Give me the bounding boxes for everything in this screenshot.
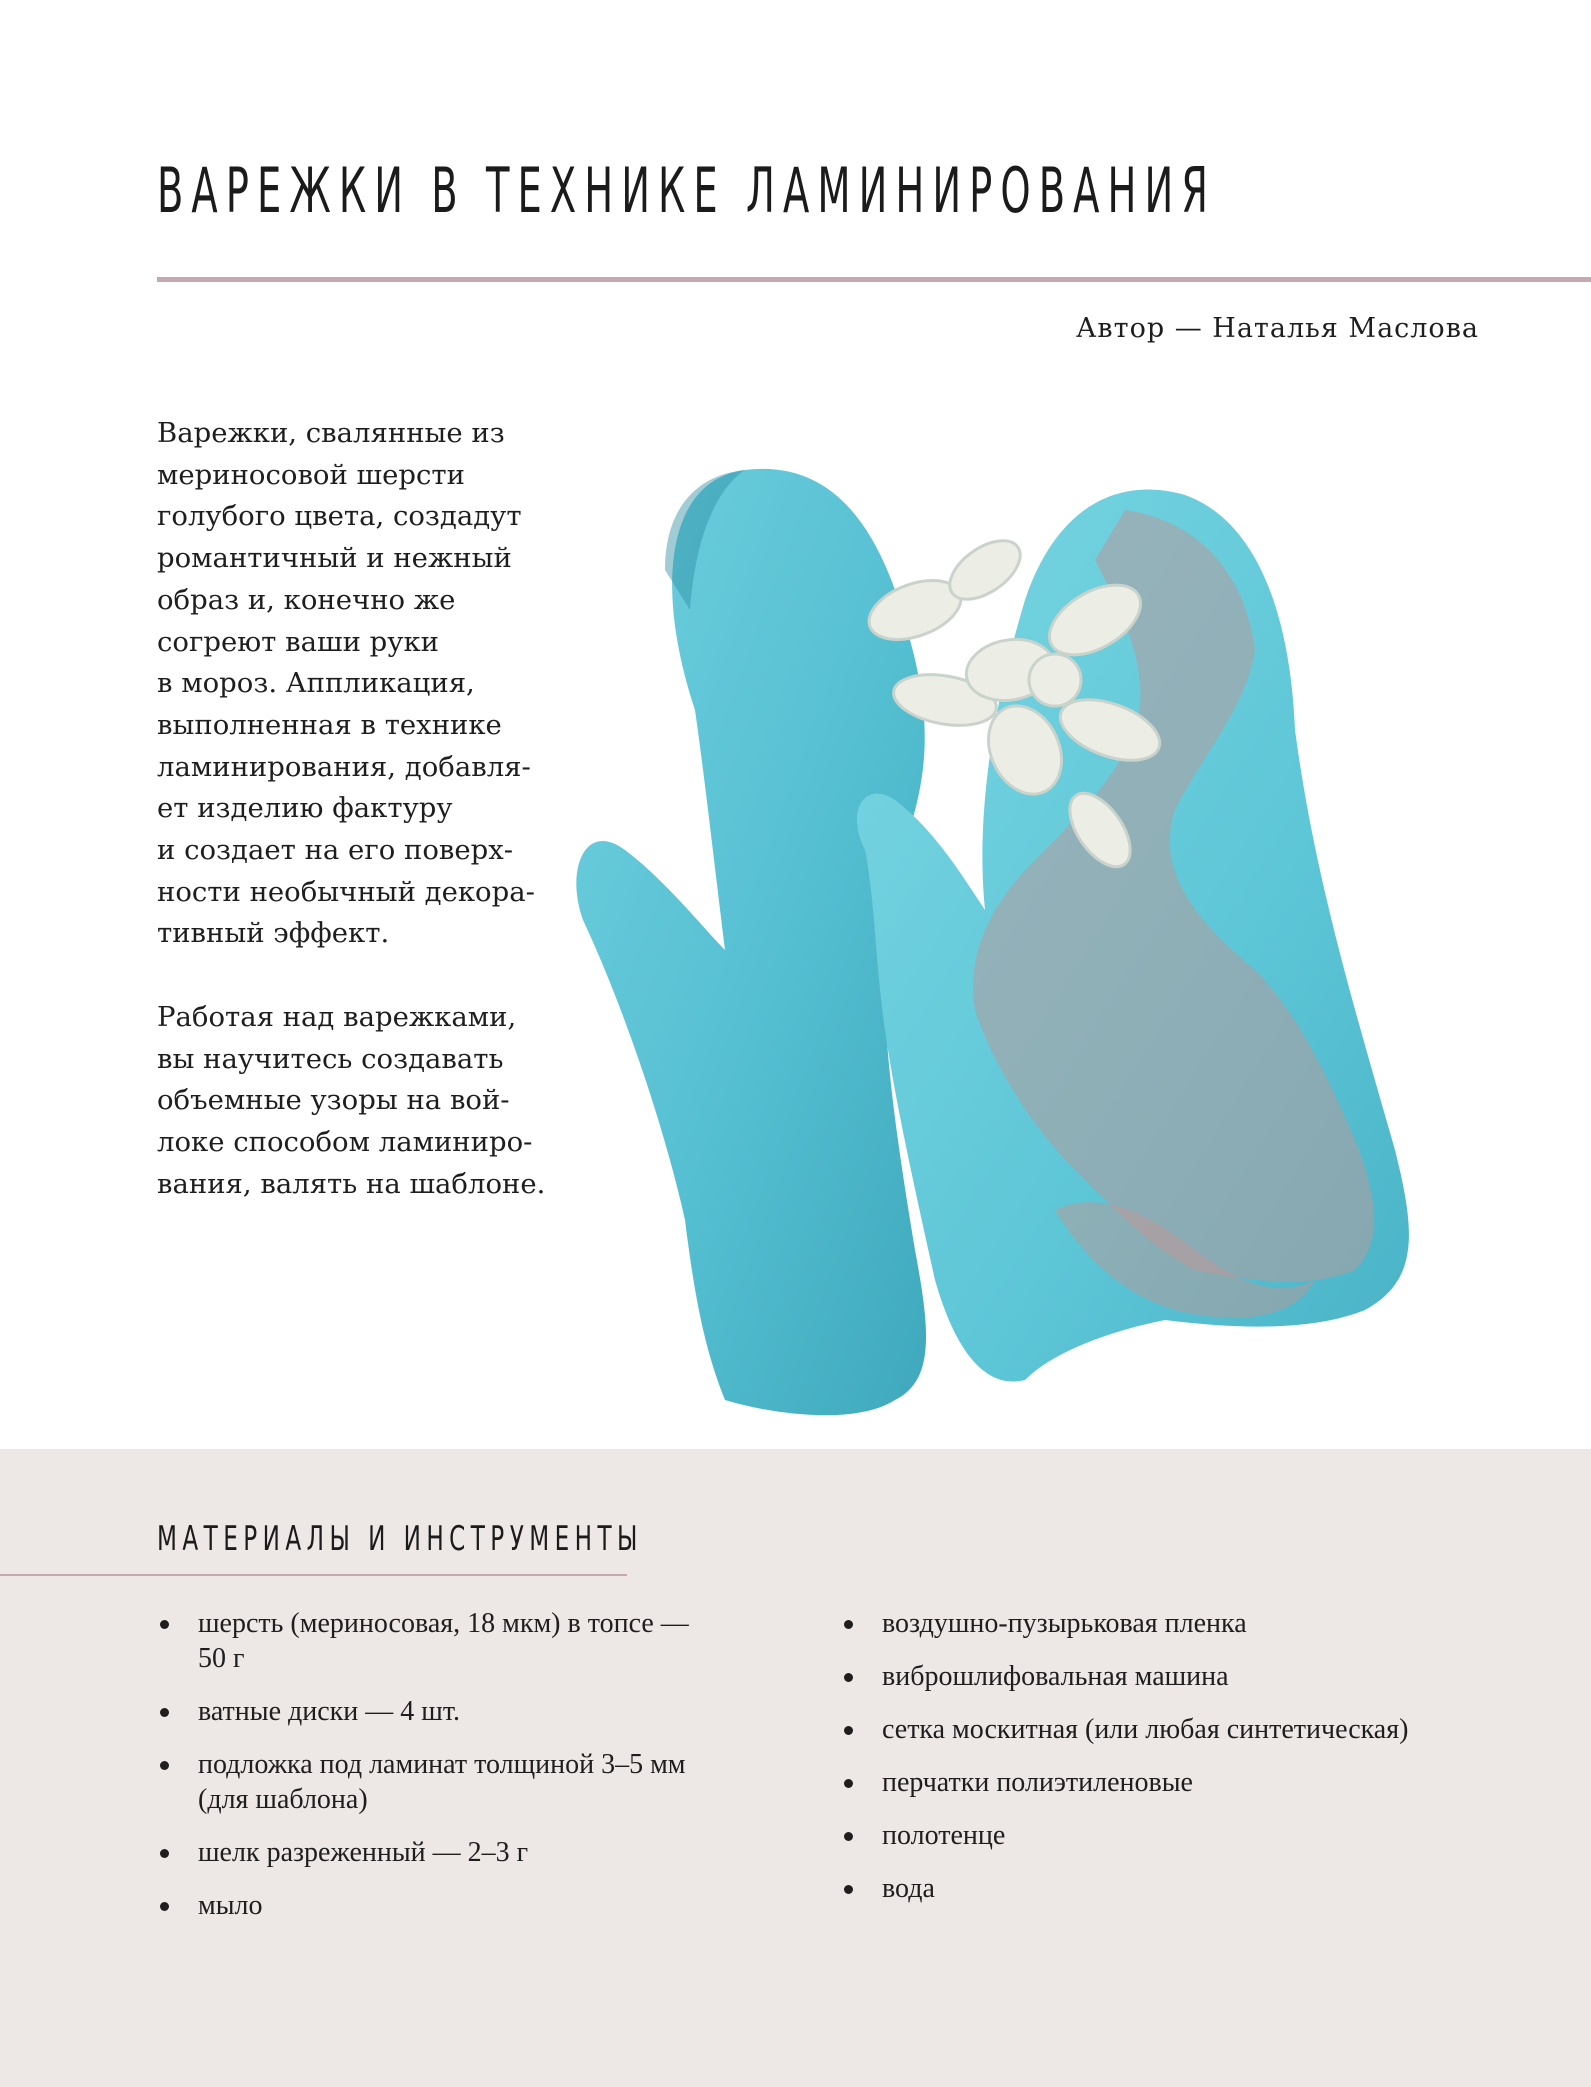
bullet-icon (844, 1726, 853, 1735)
intro-paragraph-2 (157, 997, 577, 1206)
bullet-icon (160, 1708, 169, 1717)
bullet-icon (160, 1761, 169, 1770)
material-item-line: шерсть (мериносовая, 18 мкм) в топсе — (198, 1608, 689, 1639)
page-title: ВАРЕЖКИ В ТЕХНИКЕ ЛАМИНИРОВАНИЯ (157, 154, 1217, 227)
mittens-photo (555, 450, 1515, 1435)
materials-heading-underline (0, 1574, 627, 1576)
bullet-icon (160, 1849, 169, 1858)
intro-line: согреют ваши руки (157, 625, 439, 658)
material-item (157, 1747, 757, 1817)
material-item-line: мыло (198, 1890, 263, 1921)
bullet-icon (844, 1779, 853, 1788)
material-item (157, 1694, 757, 1729)
material-item (841, 1765, 1541, 1800)
author-credit: Автор — Наталья Маслова (1075, 313, 1479, 344)
bullet-icon (844, 1673, 853, 1682)
material-item (157, 1888, 757, 1923)
material-item-line: (для шаблона) (198, 1784, 368, 1815)
intro-line: и создает на его поверх- (157, 834, 514, 867)
bullet-icon (160, 1620, 169, 1629)
material-item-line: перчатки полиэтиленовые (882, 1767, 1193, 1798)
materials-list-right (841, 1606, 1541, 1924)
bullet-icon (844, 1832, 853, 1841)
material-item (841, 1606, 1541, 1641)
material-item (841, 1818, 1541, 1853)
intro-paragraph-1 (157, 413, 577, 955)
intro-line: Работая над варежками, (157, 1000, 517, 1033)
intro-line: выполненная в технике (157, 708, 502, 741)
intro-line: ности необычный декора- (157, 875, 535, 908)
intro-line: Варежки, свалянные из (157, 417, 505, 449)
title-underline (157, 277, 1591, 282)
intro-line: ет изделию фактуру (157, 792, 453, 825)
materials-heading: МАТЕРИАЛЫ И ИНСТРУМЕНТЫ (157, 1519, 643, 1559)
bullet-icon (844, 1885, 853, 1894)
material-item-line: ватные диски — 4 шт. (198, 1696, 460, 1727)
intro-line: вы научитесь создавать (157, 1042, 504, 1075)
material-item-line: подложка под ламинат толщиной 3–5 мм (198, 1749, 686, 1780)
intro-text (157, 413, 577, 1205)
intro-line: ламинирования, добавля- (157, 750, 531, 783)
intro-line: вания, валять на шаблоне. (157, 1167, 546, 1200)
material-item (841, 1659, 1541, 1694)
material-item-line: полотенце (882, 1820, 1006, 1851)
material-item-line: вода (882, 1873, 935, 1904)
intro-line: объемные узоры на вой- (157, 1084, 510, 1117)
materials-section (0, 1449, 1591, 2087)
material-item-line: воздушно-пузырьковая пленка (882, 1608, 1247, 1639)
intro-line: тивный эффект. (157, 917, 390, 950)
material-item-line: виброшлифовальная машина (882, 1661, 1229, 1692)
bullet-icon (844, 1620, 853, 1629)
material-item-line: 50 г (198, 1643, 245, 1674)
intro-line: мериносовой шерсти (157, 458, 465, 491)
material-item-line: сетка москитная (или любая синтетическая) (882, 1714, 1409, 1745)
material-item-line: шелк разреженный — 2–3 г (198, 1837, 529, 1868)
intro-line: в мороз. Аппликация, (157, 667, 475, 700)
intro-line: голубого цвета, создадут (157, 500, 522, 533)
material-item (841, 1712, 1541, 1747)
intro-line: локе способом ламиниро- (157, 1125, 533, 1158)
intro-line: романтичный и нежный (157, 542, 512, 575)
bullet-icon (160, 1902, 169, 1911)
material-item (841, 1871, 1541, 1906)
material-item (157, 1835, 757, 1870)
intro-line: образ и, конечно же (157, 583, 456, 616)
material-item (157, 1606, 757, 1676)
materials-list-left (157, 1606, 757, 1941)
